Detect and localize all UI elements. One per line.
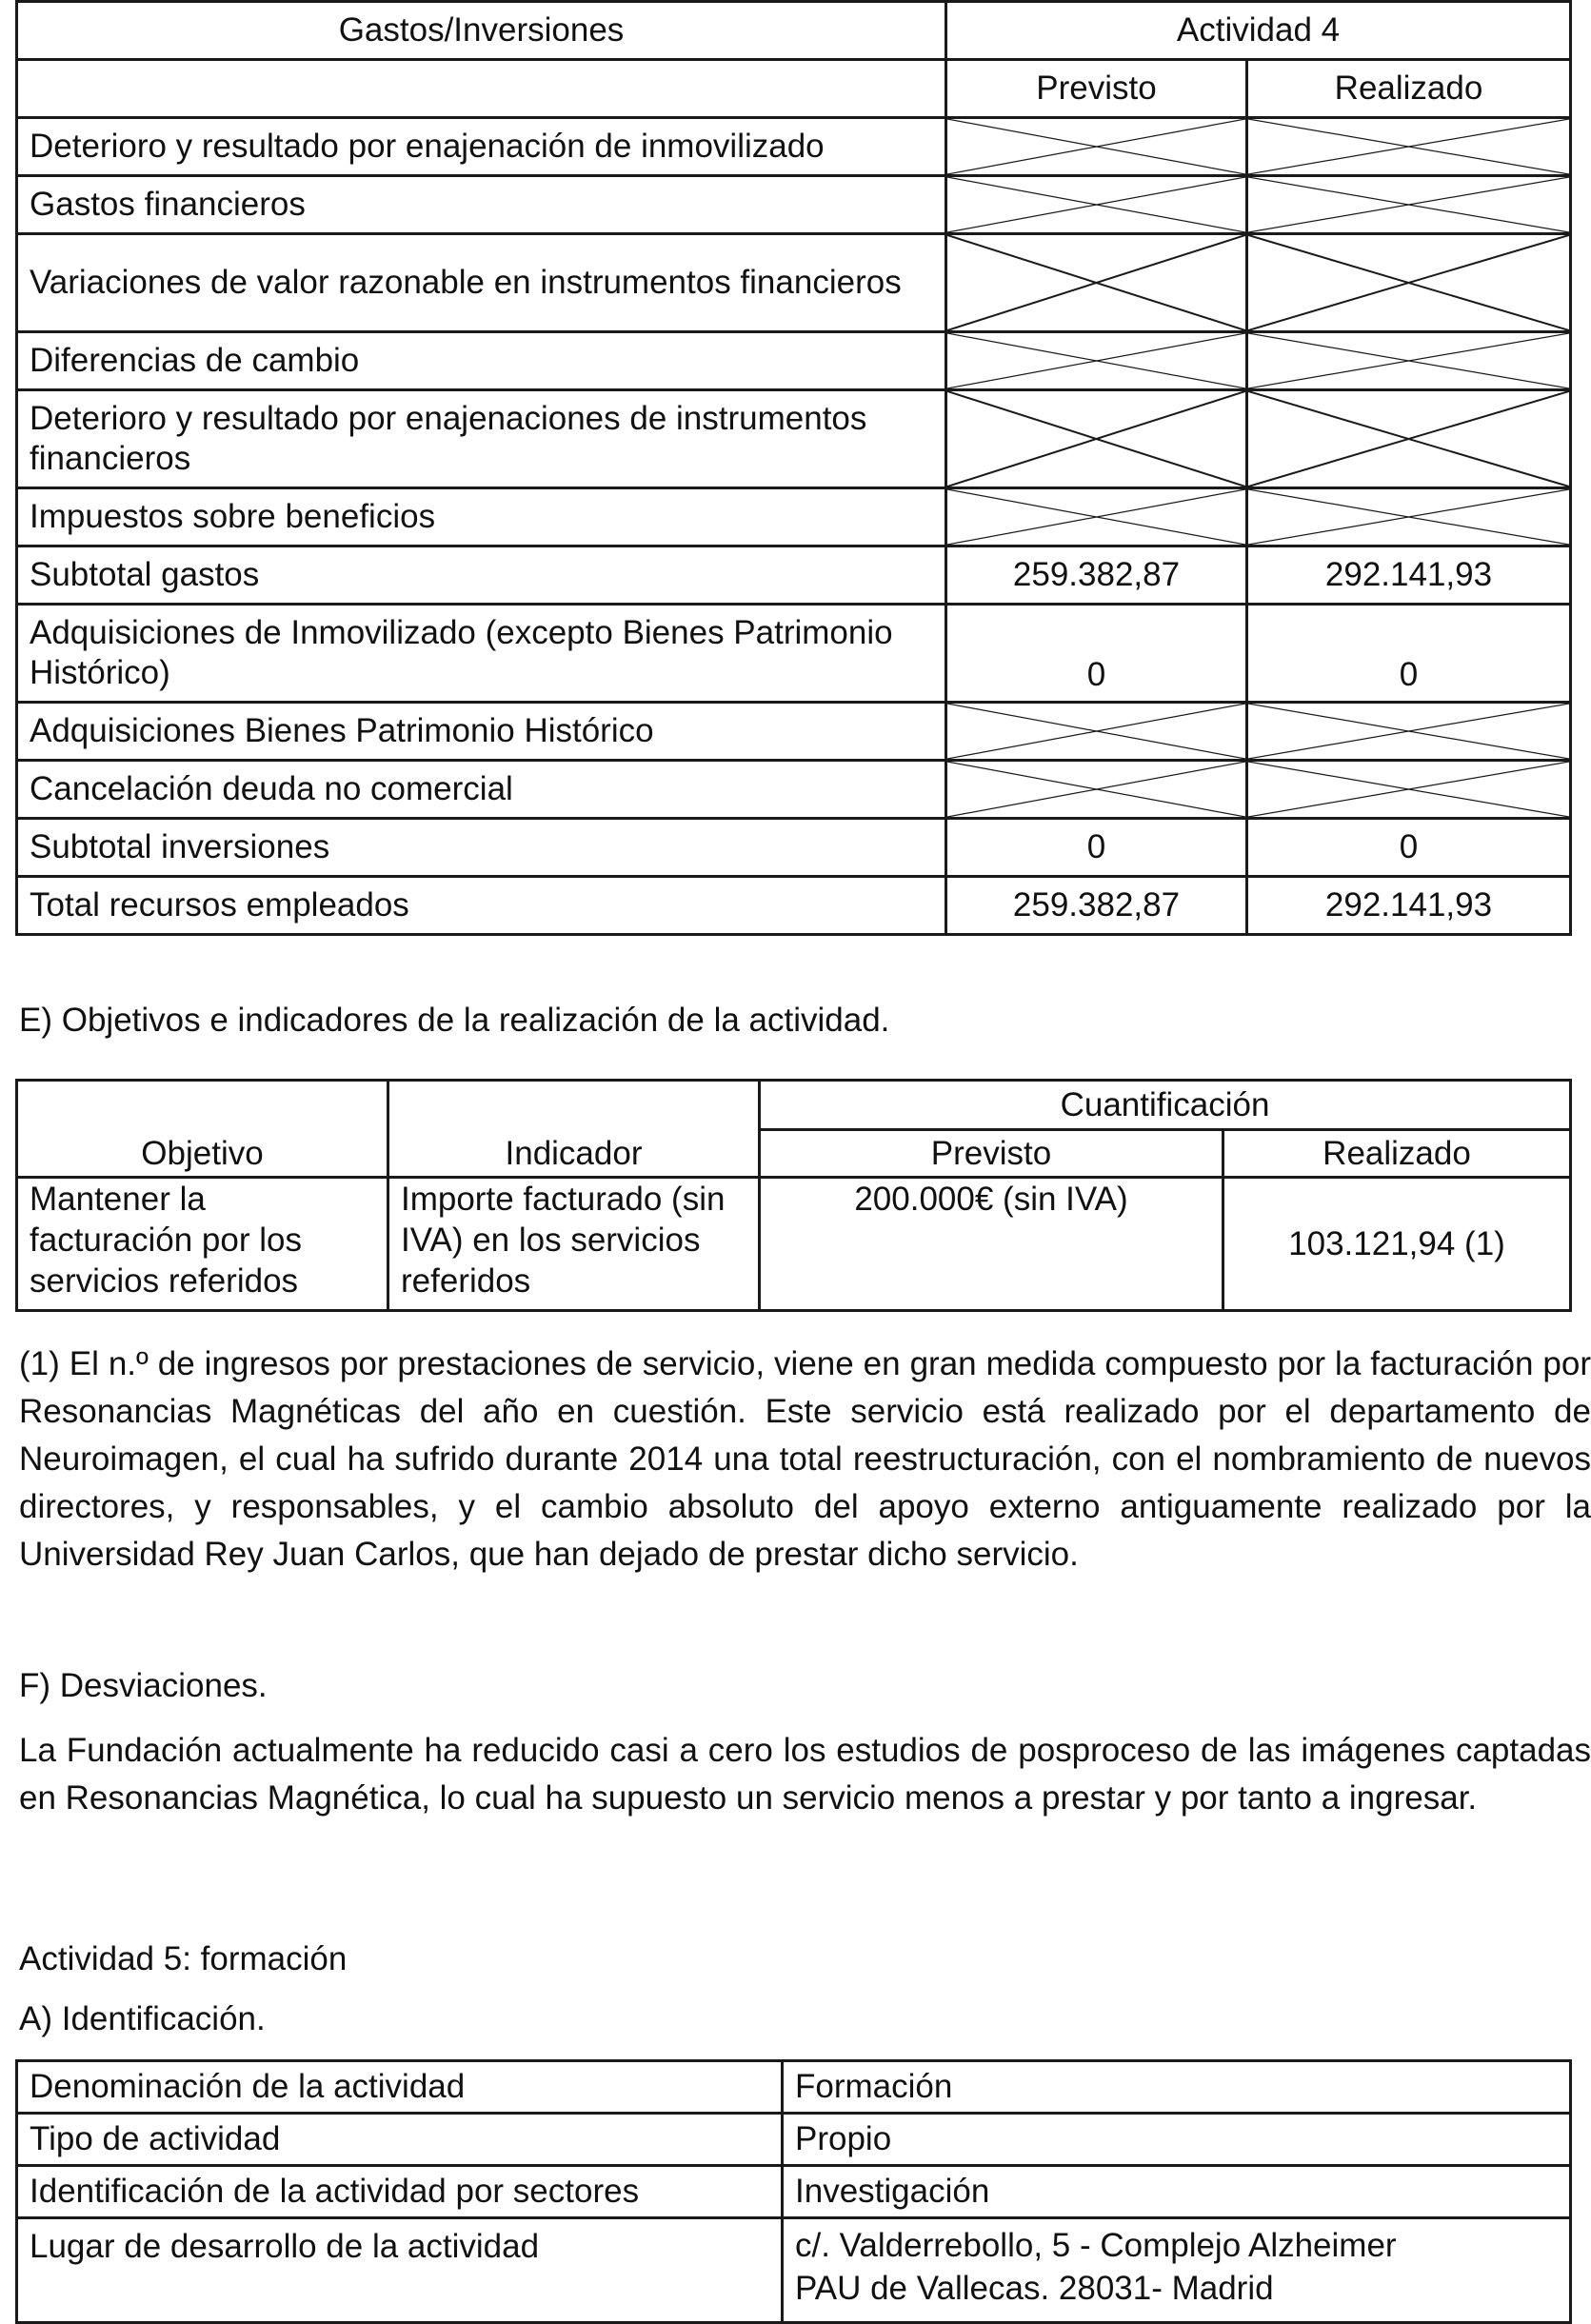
header-objetivo: Objetivo: [17, 1081, 388, 1178]
value-previsto: 259.382,87: [946, 546, 1247, 605]
table-row: [17, 761, 1571, 819]
table-row: [17, 1178, 1571, 1311]
value-realizado: 0: [1247, 605, 1571, 703]
identificacion-table: [15, 2059, 1572, 2324]
table-row: [17, 488, 1571, 546]
crossed-cell: [946, 118, 1247, 176]
objetivos-table: [15, 1079, 1572, 1312]
row-label: Gastos financieros: [17, 176, 946, 234]
row-label: Diferencias de cambio: [17, 332, 946, 390]
crossed-cell: [1247, 118, 1571, 176]
crossed-cell: [1247, 332, 1571, 390]
crossed-cell: [946, 234, 1247, 332]
value-realizado: 292.141,93: [1247, 877, 1571, 935]
table-row: [17, 703, 1571, 761]
crossed-cell: [1247, 761, 1571, 819]
table-row: [17, 2218, 1571, 2323]
address-line-1: c/. Valderrebollo, 5 - Complejo Alzheimer: [795, 2227, 1397, 2264]
table-row: [17, 176, 1571, 234]
row-label: Adquisiciones de Inmovilizado (excepto Bienes Patrimonio Histórico): [17, 605, 946, 703]
header-empty-cell: [17, 60, 946, 118]
crossed-cell: [1247, 390, 1571, 488]
objetivo-cell: Mantener la facturación por los servicios referidos: [17, 1178, 388, 1311]
row-label: Deterioro y resultado por enajenaciones de instrumentos financieros: [17, 390, 946, 488]
row-label: Total recursos empleados: [17, 877, 946, 935]
crossed-cell: [946, 332, 1247, 390]
row-label: Variaciones de valor razonable en instrumentos financieros: [17, 234, 946, 332]
value-previsto: 0: [946, 605, 1247, 703]
table-row: [17, 877, 1571, 935]
table-row: [17, 234, 1571, 332]
table-row: [17, 2114, 1571, 2166]
section-f-title: F) Desviaciones.: [19, 1667, 268, 1704]
row-label: Subtotal inversiones: [17, 819, 946, 877]
crossed-cell: [946, 390, 1247, 488]
row-value: [783, 2218, 1571, 2323]
table-row: [17, 2061, 1571, 2114]
realizado-cell: 103.121,94 (1): [1223, 1178, 1571, 1311]
crossed-cell: [1247, 176, 1571, 234]
section-e-title: E) Objetivos e indicadores de la realización de la actividad.: [19, 1002, 890, 1039]
crossed-cell: [946, 176, 1247, 234]
header-previsto: Previsto: [946, 60, 1247, 118]
indicador-cell: Importe facturado (sin IVA) en los servicios referidos: [388, 1178, 760, 1311]
previsto-cell: 200.000€ (sin IVA): [760, 1178, 1223, 1311]
header-cuantificacion: Cuantificación: [760, 1081, 1571, 1130]
header-gastos-inversiones: Gastos/Inversiones: [17, 2, 946, 60]
crossed-cell: [1247, 703, 1571, 761]
value-realizado: 292.141,93: [1247, 546, 1571, 605]
row-label: Cancelación deuda no comercial: [17, 761, 946, 819]
address-line-2: PAU de Vallecas. 28031- Madrid: [795, 2270, 1274, 2307]
crossed-cell: [946, 761, 1247, 819]
row-label: Denominación de la actividad: [17, 2061, 783, 2114]
value-previsto: 259.382,87: [946, 877, 1247, 935]
row-label: Tipo de actividad: [17, 2114, 783, 2166]
footnote-1: (1) El n.º de ingresos por prestaciones de servicio, viene en gran medida compuesto por la facturación por Resonancias Magnéticas del año en cuestión. Este servicio está realizado por el departamento de Neuroimagen, el cual ha sufrido durante 2014 una total reestructuración, con el nombramiento de nuevos directores, y responsables, y el cambio absoluto del apoyo externo antiguamente realizado por la Universidad Rey Juan Carlos, que han dejado de prestar dicho servicio.: [19, 1345, 1591, 1573]
table-row: [17, 332, 1571, 390]
row-value: Formación: [783, 2061, 1571, 2114]
actividad5-title: Actividad 5: formación: [19, 1940, 348, 1977]
crossed-cell: [1247, 234, 1571, 332]
value-realizado: 0: [1247, 819, 1571, 877]
row-value: Investigación: [783, 2166, 1571, 2218]
table-row: [17, 390, 1571, 488]
crossed-cell: [946, 703, 1247, 761]
section-a-title: A) Identificación.: [19, 2000, 266, 2037]
header-indicador: Indicador: [388, 1081, 760, 1178]
row-value: Propio: [783, 2114, 1571, 2166]
row-label: Subtotal gastos: [17, 546, 946, 605]
table-row: [17, 118, 1571, 176]
header-realizado: Realizado: [1247, 60, 1571, 118]
table-row: [17, 605, 1571, 703]
crossed-cell: [946, 488, 1247, 546]
row-label: Deterioro y resultado por enajenación de inmovilizado: [17, 118, 946, 176]
table-row: [17, 819, 1571, 877]
header-realizado: Realizado: [1223, 1130, 1571, 1178]
table-row: [17, 546, 1571, 605]
header-actividad: Actividad 4: [946, 2, 1571, 60]
value-previsto: 0: [946, 819, 1247, 877]
gastos-inversiones-table: [15, 0, 1572, 936]
table-row: [17, 2166, 1571, 2218]
row-label: Adquisiciones Bienes Patrimonio Histórico: [17, 703, 946, 761]
row-label: Impuestos sobre beneficios: [17, 488, 946, 546]
row-label: Lugar de desarrollo de la actividad: [17, 2218, 783, 2323]
crossed-cell: [1247, 488, 1571, 546]
header-previsto: Previsto: [760, 1130, 1223, 1178]
row-label: Identificación de la actividad por sectores: [17, 2166, 783, 2218]
section-f-text: La Fundación actualmente ha reducido casi a cero los estudios de posproceso de las imágenes captadas en Resonancias Magnética, lo cual ha supuesto un servicio menos a prestar y por tanto a ingresar.: [19, 1732, 1591, 1817]
